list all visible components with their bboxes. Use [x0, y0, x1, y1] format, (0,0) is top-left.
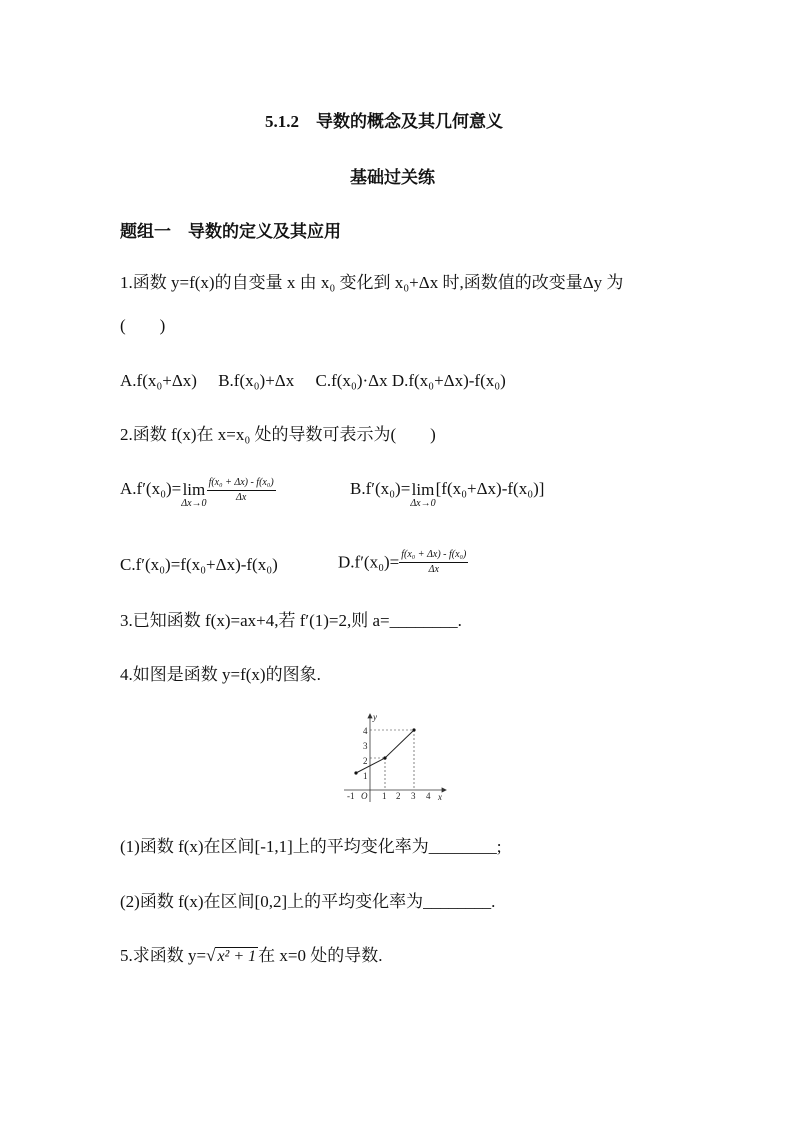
function-graph — [342, 712, 452, 804]
x-tick-label-minus1: -1 — [347, 791, 355, 801]
fraction-numerator: f(x₀ + Δx) - f(x₀) — [399, 549, 468, 563]
lim-subscript: Δx→0 — [181, 498, 207, 509]
origin-label: O — [361, 791, 368, 801]
x-axis-label: x — [438, 792, 442, 802]
question-2-stem: 2.函数 f(x)在 x=x₀ 处的导数可表示为( ) — [120, 425, 436, 444]
lim-word: lim — [182, 480, 206, 499]
question-2-option-a — [120, 476, 276, 509]
option-b-expression: [f(x₀+Δx)-f(x₀)] — [435, 478, 545, 498]
y-tick-label-2: 2 — [363, 756, 368, 766]
x-tick-label-4: 4 — [426, 791, 431, 801]
x-tick-label-2: 2 — [396, 791, 401, 801]
x-tick-label-1: 1 — [382, 791, 387, 801]
question-3: 3.已知函数 f(x)=ax+4,若 f′(1)=2,则 a=________. — [120, 611, 462, 630]
y-axis-label: y — [373, 712, 377, 722]
question-2-option-c: C.f′(x₀)=f(x₀+Δx)-f(x₀) — [120, 555, 278, 574]
option-d-fraction — [399, 549, 468, 576]
question-4-stem: 4.如图是函数 y=f(x)的图象. — [120, 665, 321, 684]
point-minus1-1 — [354, 771, 357, 774]
option-a-label: A.f′(x₀)= — [120, 478, 182, 498]
lim-subscript: Δx→0 — [410, 498, 436, 509]
option-b-label: B.f′(x₀)= — [350, 478, 411, 498]
y-tick-label-4: 4 — [363, 726, 368, 736]
point-3-4 — [412, 728, 415, 731]
question-1-stem: 1.函数 y=f(x)的自变量 x 由 x₀ 变化到 x₀+Δx 时,函数值的改变量Δy 为 — [120, 273, 624, 292]
question-1-answer-paren: ( ) — [120, 316, 166, 335]
question-5-prefix: 5.求函数 y= — [120, 946, 207, 965]
y-tick-label-3: 3 — [363, 741, 368, 751]
option-a-limit — [181, 482, 206, 510]
question-5-suffix: 在 x=0 处的导数. — [258, 946, 383, 965]
question-4-sub-2: (2)函数 f(x)在区间[0,2]上的平均变化率为________. — [120, 892, 496, 911]
question-2-option-b — [350, 476, 545, 509]
lim-word: lim — [411, 480, 435, 499]
question-1-options: A.f(x₀+Δx) B.f(x₀)+Δx C.f(x₀)·Δx D.f(x₀+Δx)-f(x₀) — [120, 371, 506, 390]
question-2-option-d — [338, 549, 468, 576]
question-5 — [120, 945, 382, 967]
page-subtitle: 基础过关练 — [350, 168, 435, 187]
option-a-fraction — [207, 477, 276, 504]
sqrt-icon: √ — [206, 946, 216, 965]
fraction-denominator: Δx — [428, 564, 439, 575]
section-heading: 题组一 导数的定义及其应用 — [120, 222, 341, 241]
y-tick-label-1: 1 — [363, 771, 368, 781]
option-d-label: D.f′(x₀)= — [338, 552, 400, 572]
question-5-radicand: x² + 1 — [217, 948, 257, 965]
fraction-numerator: f(x₀ + Δx) - f(x₀) — [207, 477, 276, 491]
fraction-denominator: Δx — [235, 491, 247, 503]
point-1-2 — [383, 756, 386, 759]
x-tick-label-3: 3 — [411, 791, 416, 801]
page-title: 5.1.2 导数的概念及其几何意义 — [265, 112, 503, 131]
question-4-sub-1: (1)函数 f(x)在区间[-1,1]上的平均变化率为________; — [120, 837, 502, 856]
option-b-limit — [410, 482, 435, 510]
x-axis-arrow-icon — [442, 788, 446, 792]
y-axis-arrow-icon — [368, 714, 372, 718]
